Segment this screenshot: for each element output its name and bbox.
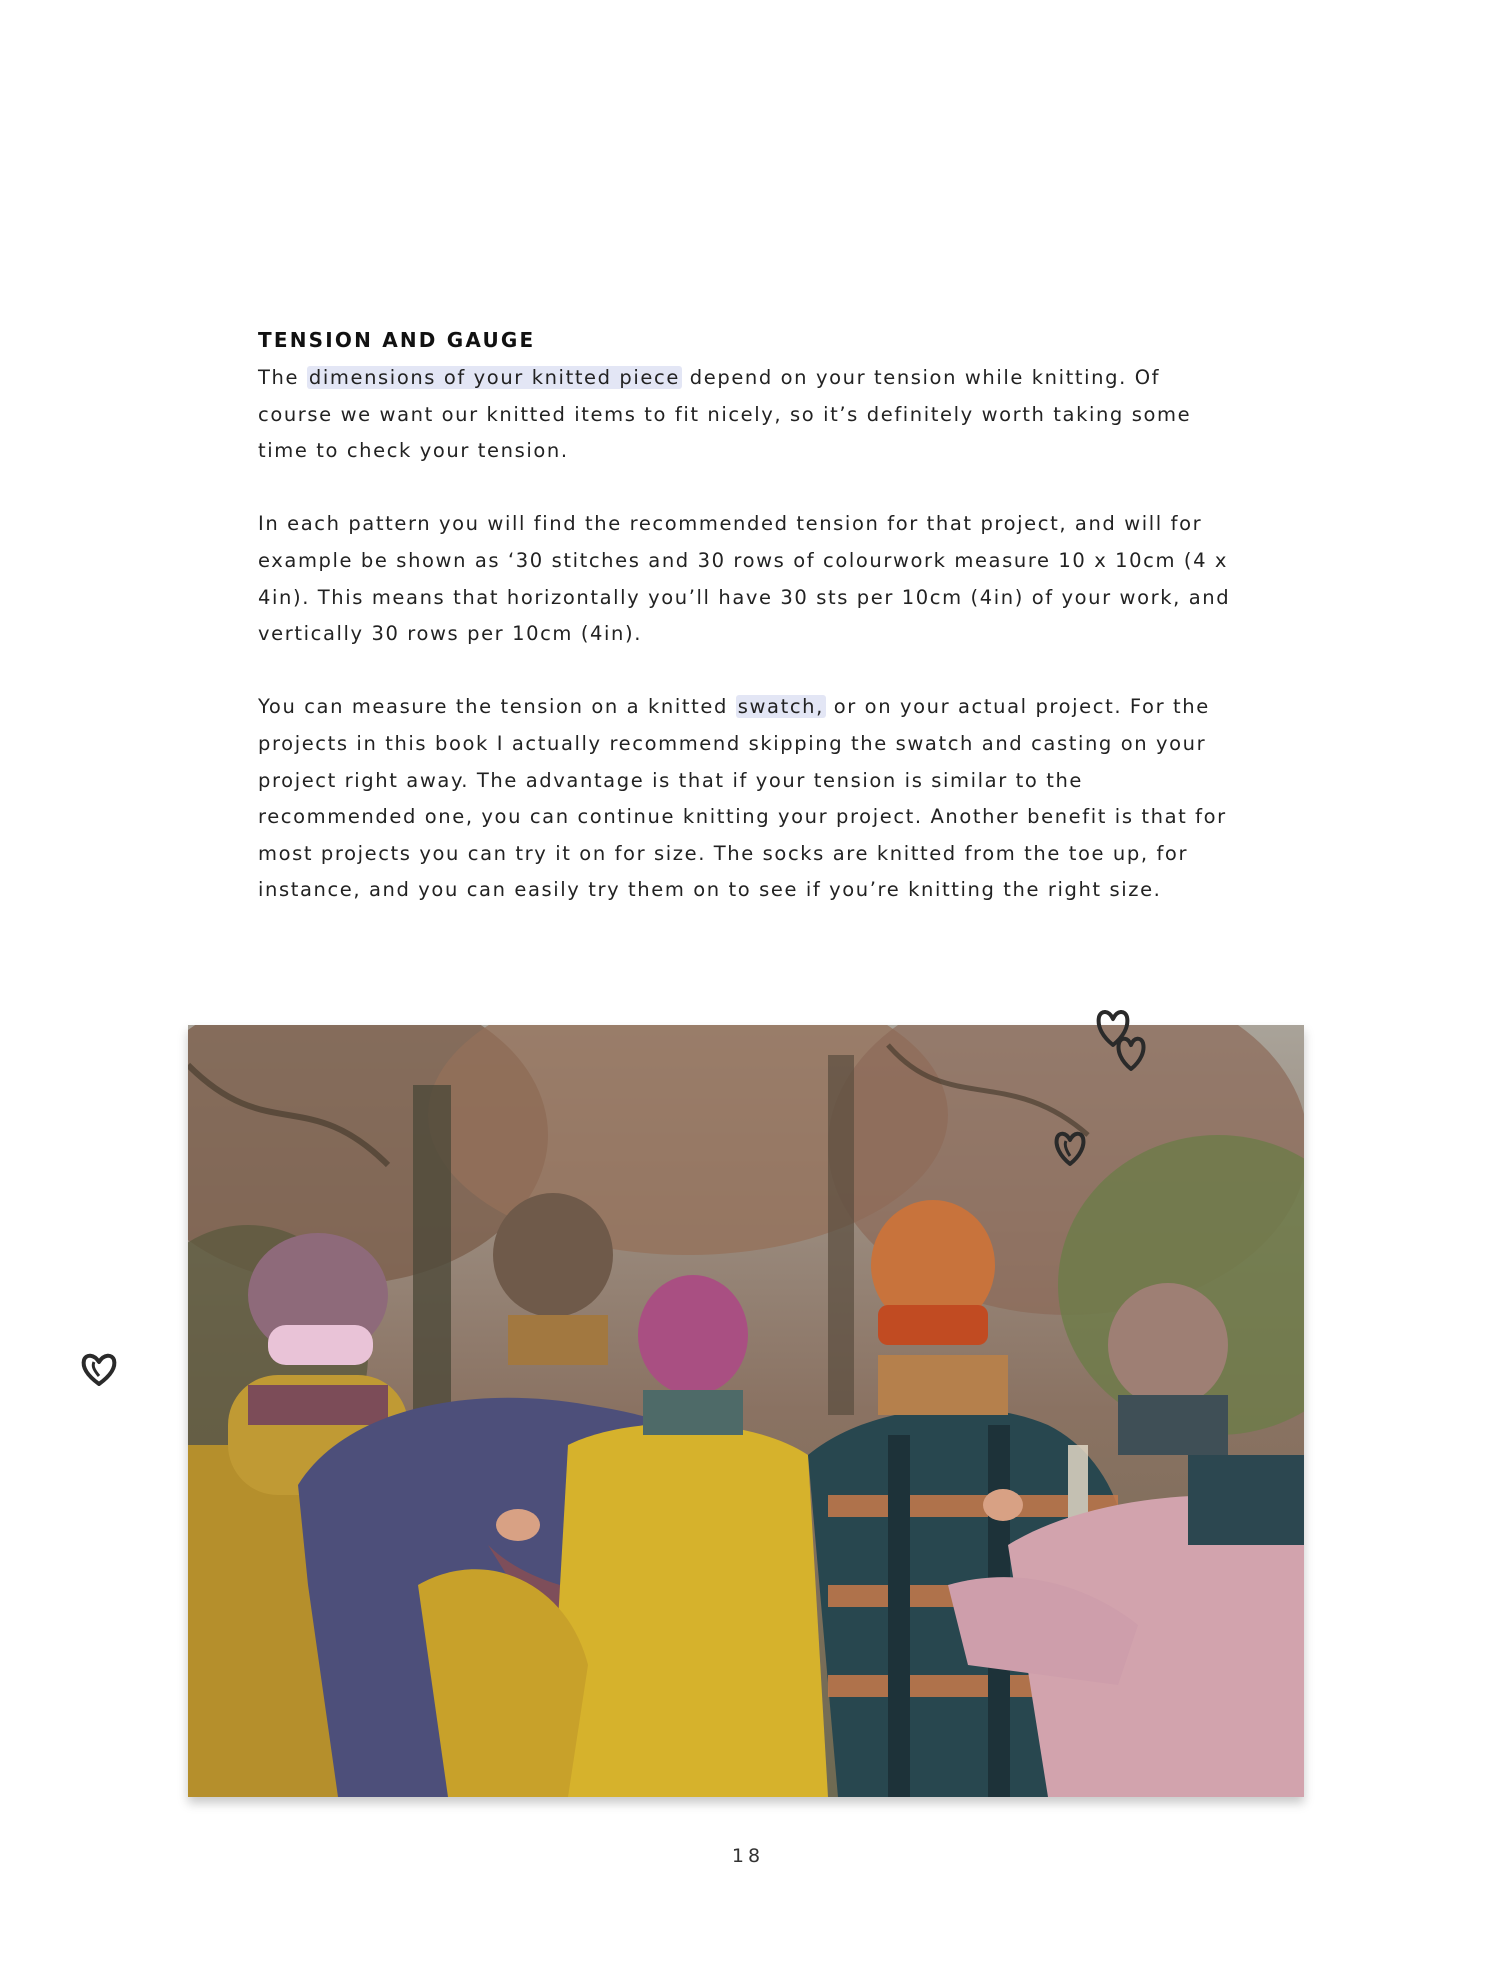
highlighted-word-swatch[interactable]: swatch, xyxy=(737,695,824,719)
heart-doodle-icon xyxy=(1052,1128,1088,1170)
paragraph-2: In each pattern you will find the recommended tension for that project, and will for example be shown as ‘30 stitches and 30 rows of colourwork measure 10 x 10cm (4 x 4in). This means that horizontally you’ll have 30 sts per 10cm (4in) of your work, and vertically 30 rows per 10cm (4in). xyxy=(258,512,1231,646)
page-number: 18 xyxy=(731,1845,765,1867)
text-block xyxy=(258,326,1238,946)
paragraph-1 xyxy=(258,360,1238,470)
heart-doodle-icon xyxy=(1093,1005,1155,1075)
heart-doodle-icon xyxy=(78,1350,120,1390)
paragraph-3-rest: or on your actual project. For the projects in this book I actually recommend skipping the swatch and casting on your project right away. The advantage is that if your tension is similar to the recommended one, you can continue knitting your project. Another benefit is that for most projects you can try it on for size. The socks are knitted from the toe up, for instance, and you can easily try them on to see if you’re knitting the right size. xyxy=(258,695,1227,902)
paragraph-1-rest: depend on your tension while knitting. Of course we want our knitted items to fit nicely, so it’s definitely worth taking some time to check your tension. xyxy=(258,366,1192,463)
paragraph-1-start: The xyxy=(258,366,300,389)
section-heading: TENSION AND GAUGE xyxy=(258,328,536,352)
paragraph-3-start: You can measure the tension on a knitted xyxy=(258,695,728,719)
highlighted-phrase-dimensions[interactable]: dimensions of your knitted piece xyxy=(308,366,680,389)
paragraph-3 xyxy=(258,689,1238,909)
group-photo xyxy=(188,1025,1304,1797)
